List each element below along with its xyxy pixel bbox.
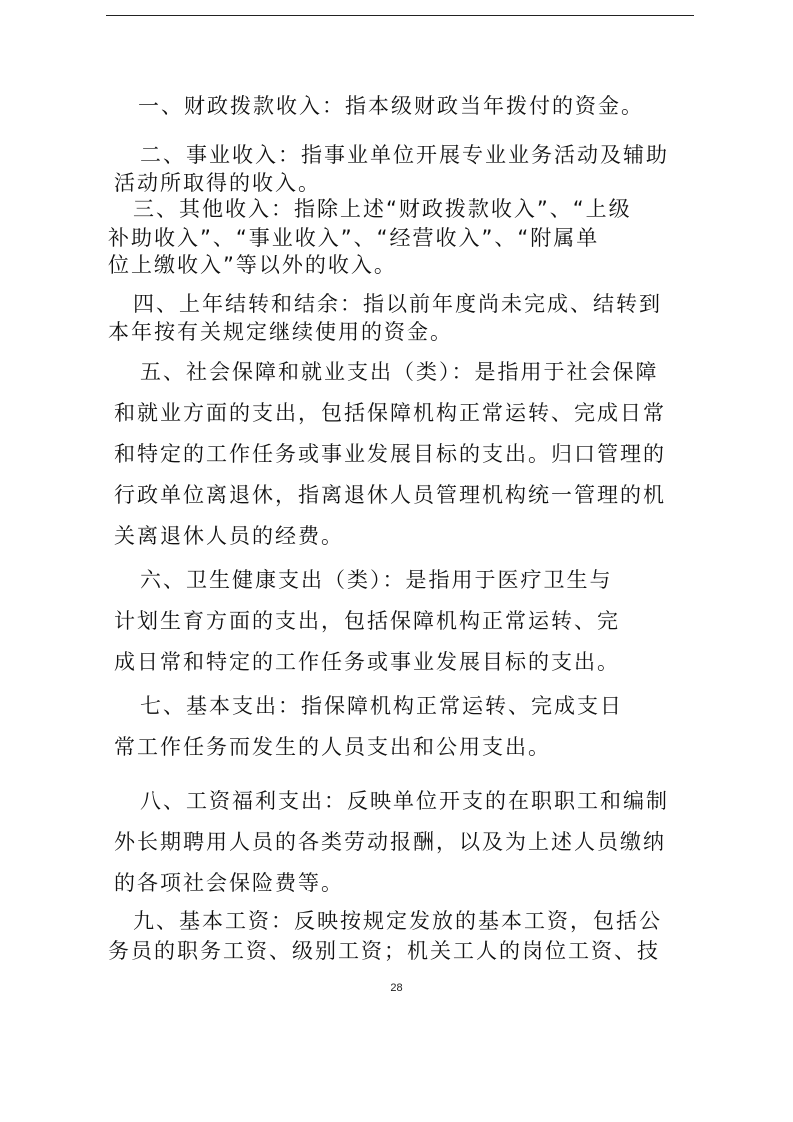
- paragraph-3-line-3: 位上缴收入”等以外的收入。: [108, 253, 397, 277]
- paragraph-5-line-3: 和特定的工作任务或事业发展目标的支出。归口管理的: [114, 442, 666, 466]
- paragraph-5-line-2: 和就业方面的支出，包括保障机构正常运转、完成日常: [114, 401, 666, 425]
- paragraph-4-line-2: 本年按有关规定继续使用的资金。: [108, 320, 453, 344]
- paragraph-8-line-1: 八、工资福利支出：反映单位开支的在职职工和编制: [140, 789, 669, 813]
- paragraph-8-line-2: 外长期聘用人员的各类劳动报酬，以及为上述人员缴纳: [114, 830, 666, 854]
- paragraph-4-line-1: 四、上年结转和结余：指以前年度尚未完成、结转到: [133, 292, 662, 316]
- paragraph-5-line-1: 五、社会保障和就业支出（类）：是指用于社会保障: [140, 360, 659, 384]
- header-rule: [106, 15, 694, 16]
- paragraph-6-line-2: 计划生育方面的支出，包括保障机构正常运转、完: [114, 609, 620, 633]
- paragraph-9-line-2: 务员的职务工资、级别工资；机关工人的岗位工资、技: [108, 939, 660, 963]
- page-number: 28: [390, 982, 403, 994]
- paragraph-2-line-1: 二、事业收入：指事业单位开展专业业务活动及辅助: [140, 143, 669, 167]
- paragraph-5-line-5: 关离退休人员的经费。: [114, 524, 344, 548]
- paragraph-3-line-1: 三、其他收入：指除上述“财政拨款收入”、“上级: [133, 197, 632, 221]
- paragraph-2-line-2: 活动所取得的收入。: [114, 171, 321, 195]
- paragraph-6-line-3: 成日常和特定的工作任务或事业发展目标的支出。: [114, 650, 620, 674]
- paragraph-5-line-4: 行政单位离退休，指离退休人员管理机构统一管理的机: [114, 483, 666, 507]
- paragraph-9-line-1: 九、基本工资：反映按规定发放的基本工资，包括公: [133, 909, 662, 933]
- paragraph-8-line-3: 的各项社会保险费等。: [114, 871, 344, 895]
- paragraph-3-line-2: 补助收入”、“事业收入”、“经营收入”、“附属单: [108, 226, 600, 250]
- paragraph-1-line-1: 一、财政拨款收入：指本级财政当年拨付的资金。: [138, 94, 644, 118]
- paragraph-7-line-1: 七、基本支出：指保障机构正常运转、完成支日: [140, 694, 623, 718]
- paragraph-6-line-1: 六、卫生健康支出（类）：是指用于医疗卫生与: [140, 568, 613, 592]
- paragraph-7-line-2: 常工作任务而发生的人员支出和公用支出。: [114, 735, 551, 759]
